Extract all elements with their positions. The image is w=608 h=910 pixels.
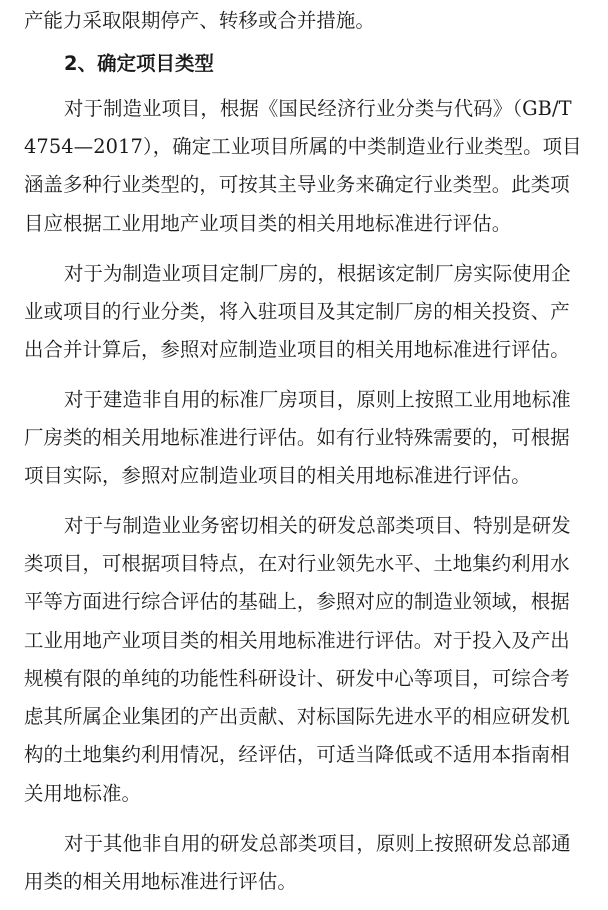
text-line: 产能力采取限期停产、转移或合并措施。 <box>24 9 375 32</box>
text-line: 出合并计算后，参照对应制造业项目的相关用地标准进行评估。 <box>24 338 570 361</box>
text-line: 构的土地集约利用情况，经评估，可适当降低或不适用本指南相 <box>24 743 570 766</box>
text-line: 涵盖多种行业类型的，可按其主导业务来确定行业类型。此类项 <box>24 173 570 196</box>
text-line: 关用地标准。 <box>24 782 141 805</box>
text-line: 4754—2017），确定工业项目所属的中类制造业行业类型。项目 <box>24 135 582 158</box>
text-line: 对于为制造业项目定制厂房的，根据该定制厂房实际使用企 <box>64 262 571 285</box>
text-line: 厂房类的相关用地标准进行评估。如有行业特殊需要的，可根据 <box>24 426 570 449</box>
text-line: 业或项目的行业分类，将入驻项目及其定制厂房的相关投资、产 <box>24 300 570 323</box>
text-line: 规模有限的单纯的功能性科研设计、研发中心等项目，可综合考 <box>24 667 570 690</box>
text-line: 对于建造非自用的标准厂房项目，原则上按照工业用地标准 <box>64 388 571 411</box>
text-line: 对于制造业项目，根据《国民经济行业分类与代码》（GB/T <box>64 97 572 120</box>
text-line: 项目实际，参照对应制造业项目的相关用地标准进行评估。 <box>24 464 531 487</box>
text-line: 用类的相关用地标准进行评估。 <box>24 870 297 893</box>
text-line: 目应根据工业用地产业项目类的相关用地标准进行评估。 <box>24 212 512 235</box>
section-heading: 2、确定项目类型 <box>64 52 215 75</box>
text-line: 对于其他非自用的研发总部类项目，原则上按照研发总部通 <box>64 832 571 855</box>
text-line: 类项目，可根据项目特点，在对行业领先水平、土地集约利用水 <box>24 552 570 575</box>
text-line: 对于与制造业业务密切相关的研发总部类项目、特别是研发 <box>64 514 571 537</box>
text-line: 平等方面进行综合评估的基础上，参照对应的制造业领域，根据 <box>24 590 570 613</box>
text-line: 虑其所属企业集团的产出贡献、对标国际先进水平的相应研发机 <box>24 705 570 728</box>
text-line: 工业用地产业项目类的相关用地标准进行评估。对于投入及产出 <box>24 629 570 652</box>
